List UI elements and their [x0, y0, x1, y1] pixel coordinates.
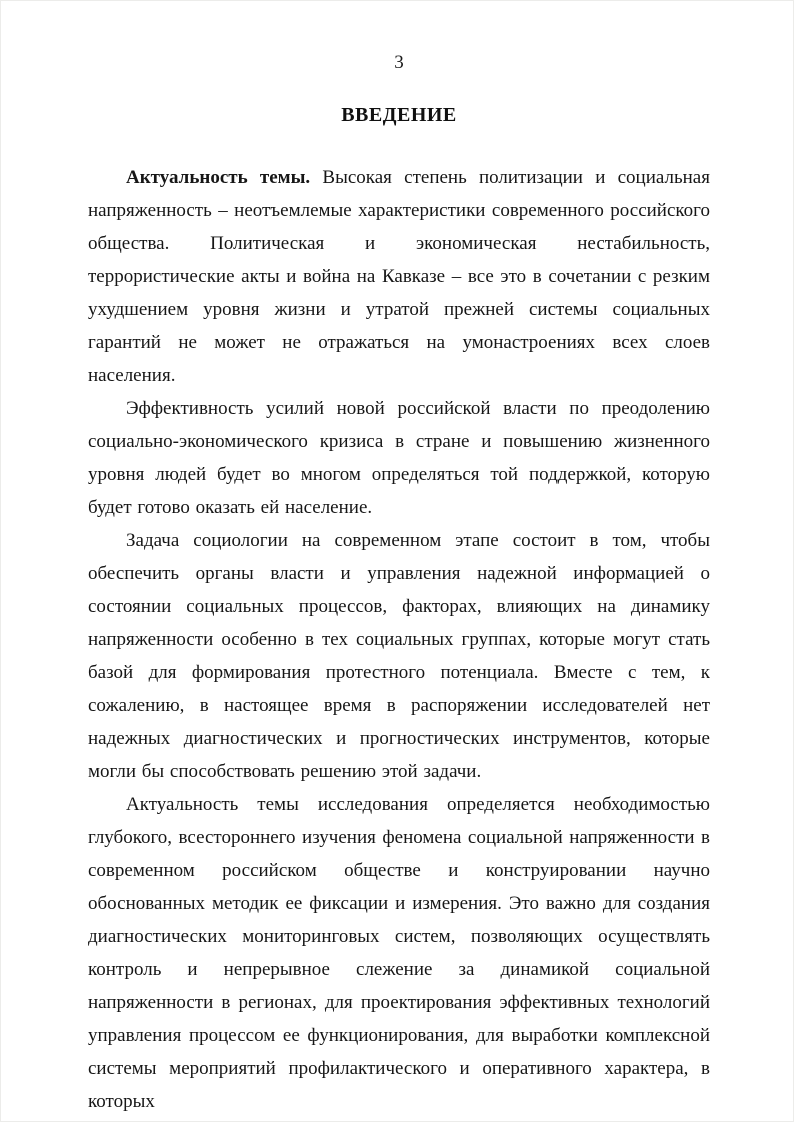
- paragraph: [88, 524, 710, 788]
- paragraph-text: Эффективность усилий новой российской власти по преодолению социально-экономического кризиса в стране и повышению жизненного уровня людей будет во многом определяться той поддержкой, которую будет готово оказать ей население.: [88, 398, 710, 518]
- paragraph: [88, 161, 710, 392]
- paragraph-text: Высокая степень политизации и социальная напряженность – неотъемлемые характеристики современного российского общества. Политическая и экономическая нестабильность, террористические акты и война на Кавказе – все это в сочетании с резким ухудшением уровня жизни и утратой прежней системы социальных гарантий не может не отражаться на умонастроениях всех слоев населения.: [88, 167, 710, 386]
- paragraph: [88, 788, 710, 1118]
- paragraph-text: Актуальность темы исследования определяется необходимостью глубокого, всестороннего изучения феномена социальной напряженности в современном российском обществе и конструировании научно обоснованных методик ее фиксации и измерения. Это важно для создания диагностических мониторинговых систем, позволяющих осуществлять контроль и непрерывное слежение за динамикой социальной напряженности в регионах, для проектирования эффективных технологий управления процессом ее функционирования, для выработки комплексной системы мероприятий профилактического и оперативного характера, в которых: [88, 794, 710, 1112]
- page-number: 3: [394, 52, 404, 73]
- paragraph-lead: Актуальность темы.: [126, 167, 311, 188]
- body-text-block: [88, 161, 710, 1118]
- paragraph: [88, 392, 710, 524]
- section-heading: ВВЕДЕНИЕ: [341, 104, 457, 126]
- paragraph-text: Задача социологии на современном этапе состоит в том, чтобы обеспечить органы власти и управления надежной информацией о состоянии социальных процессов, факторах, влияющих на динамику напряженности особенно в тех социальных группах, которые могут стать базой для формирования протестного потенциала. Вместе с тем, к сожалению, в настоящее время в распоряжении исследователей нет надежных диагностических и прогностических инструментов, которые могли бы способствовать решению этой задачи.: [88, 530, 710, 782]
